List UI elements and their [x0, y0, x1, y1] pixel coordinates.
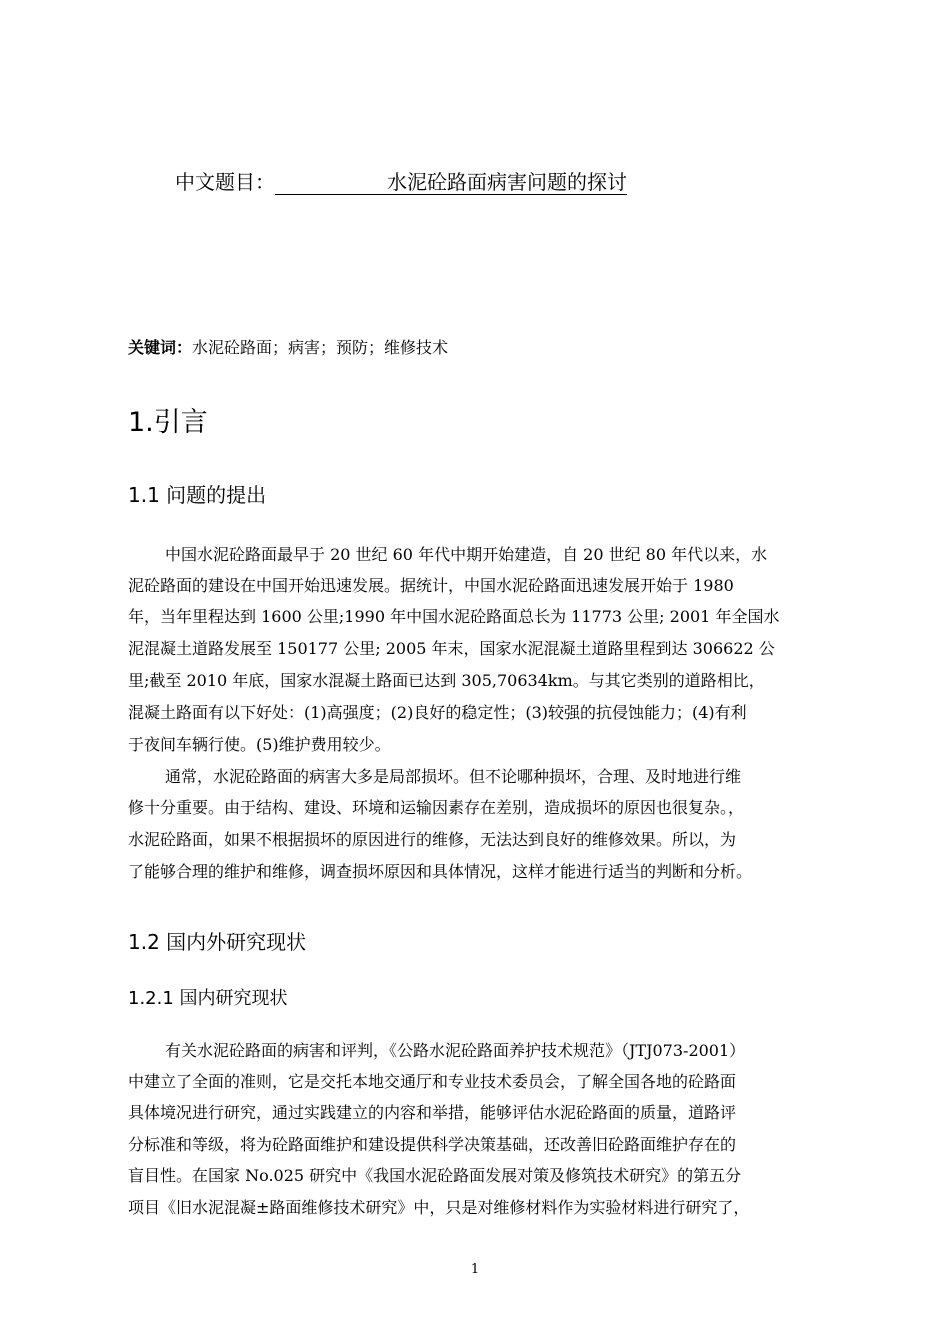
- paragraph-line: 了能够合理的维护和维修，调查损坏原因和具体情况，这样才能进行适当的判断和分析。: [128, 862, 753, 881]
- paragraph-line: 泥砼路面的建设在中国开始迅速发展。据统计，中国水泥砼路面迅速发展开始于 1980: [128, 576, 734, 595]
- section-heading-1-2: 1.2 国内外研究现状: [128, 930, 307, 954]
- paragraph-line: 项目《旧水泥混凝±路面维修技术研究》中，只是对维修材料作为实验材料进行研究了，: [128, 1198, 750, 1217]
- paragraph-line: 混凝土路面有以下好处：(1)高强度；(2)良好的稳定性；(3)较强的抗侵蚀能力；(4)有利: [128, 703, 747, 722]
- paragraph-line: 盲目性。在国家 No.025 研究中《我国水泥砼路面发展对策及修筑技术研究》的第五分: [128, 1166, 742, 1185]
- title-text: 水泥砼路面病害问题的探讨: [387, 170, 627, 194]
- paragraph-line: 通常，水泥砼路面的病害大多是局部损坏。但不论哪种损坏，合理、及时地进行维: [165, 767, 742, 786]
- paragraph-line: 泥混凝土道路发展至 150177 公里; 2005 年末，国家水泥混凝土道路里程到达 306622 公: [128, 639, 775, 658]
- paragraph-line: 水泥砼路面，如果不根据损坏的原因进行的维修，无法达到良好的维修效果。所以，为: [128, 830, 737, 849]
- title-label: 中文题目：: [175, 170, 275, 194]
- page-number: 1: [470, 1262, 480, 1277]
- paragraph-line: 具体境况进行研究，通过实践建立的内容和举措，能够评估水泥砼路面的质量，道路评: [128, 1103, 737, 1122]
- keywords: [128, 337, 448, 359]
- paragraph-line: 中建立了全面的准则，它是交托本地交通厅和专业技术委员会，了解全国各地的砼路面: [128, 1072, 737, 1091]
- paragraph-line: 里;截至 2010 年底，国家水混凝土路面已达到 305,70634km。与其它类别的道路相比，: [128, 671, 765, 690]
- chinese-title: [175, 168, 627, 196]
- paragraph-line: 分标准和等级，将为砼路面维护和建设提供科学决策基础，还改善旧砼路面维护存在的: [128, 1135, 737, 1154]
- paragraph-line: 年，当年里程达到 1600 公里;1990 年中国水泥砼路面总长为 11773 公里; 2001 年全国水: [128, 607, 780, 626]
- keywords-label: 关键词：: [128, 338, 193, 357]
- section-heading-1-1: 1.1 问题的提出: [128, 483, 267, 507]
- section-heading-1-2-1: 1.2.1 国内研究现状: [128, 988, 288, 1009]
- paragraph-line: 于夜间车辆行使。(5)维护费用较少。: [128, 735, 391, 754]
- paragraph-line: 修十分重要。由于结构、建设、环境和运输因素存在差别，造成损坏的原因也很复杂。，: [128, 798, 745, 817]
- section-heading-1: 1.引言: [128, 407, 208, 438]
- paragraph-line: 中国水泥砼路面最早于 20 世纪 60 年代中期开始建造，自 20 世纪 80 年代以来，水: [165, 545, 768, 564]
- keywords-text: 水泥砼路面；病害；预防；维修技术: [192, 338, 449, 357]
- title-underline: [275, 170, 627, 195]
- paragraph-line: 有关水泥砼路面的病害和评判，《公路水泥砼路面养护技术规范》（JTJ073-2001）: [165, 1041, 746, 1060]
